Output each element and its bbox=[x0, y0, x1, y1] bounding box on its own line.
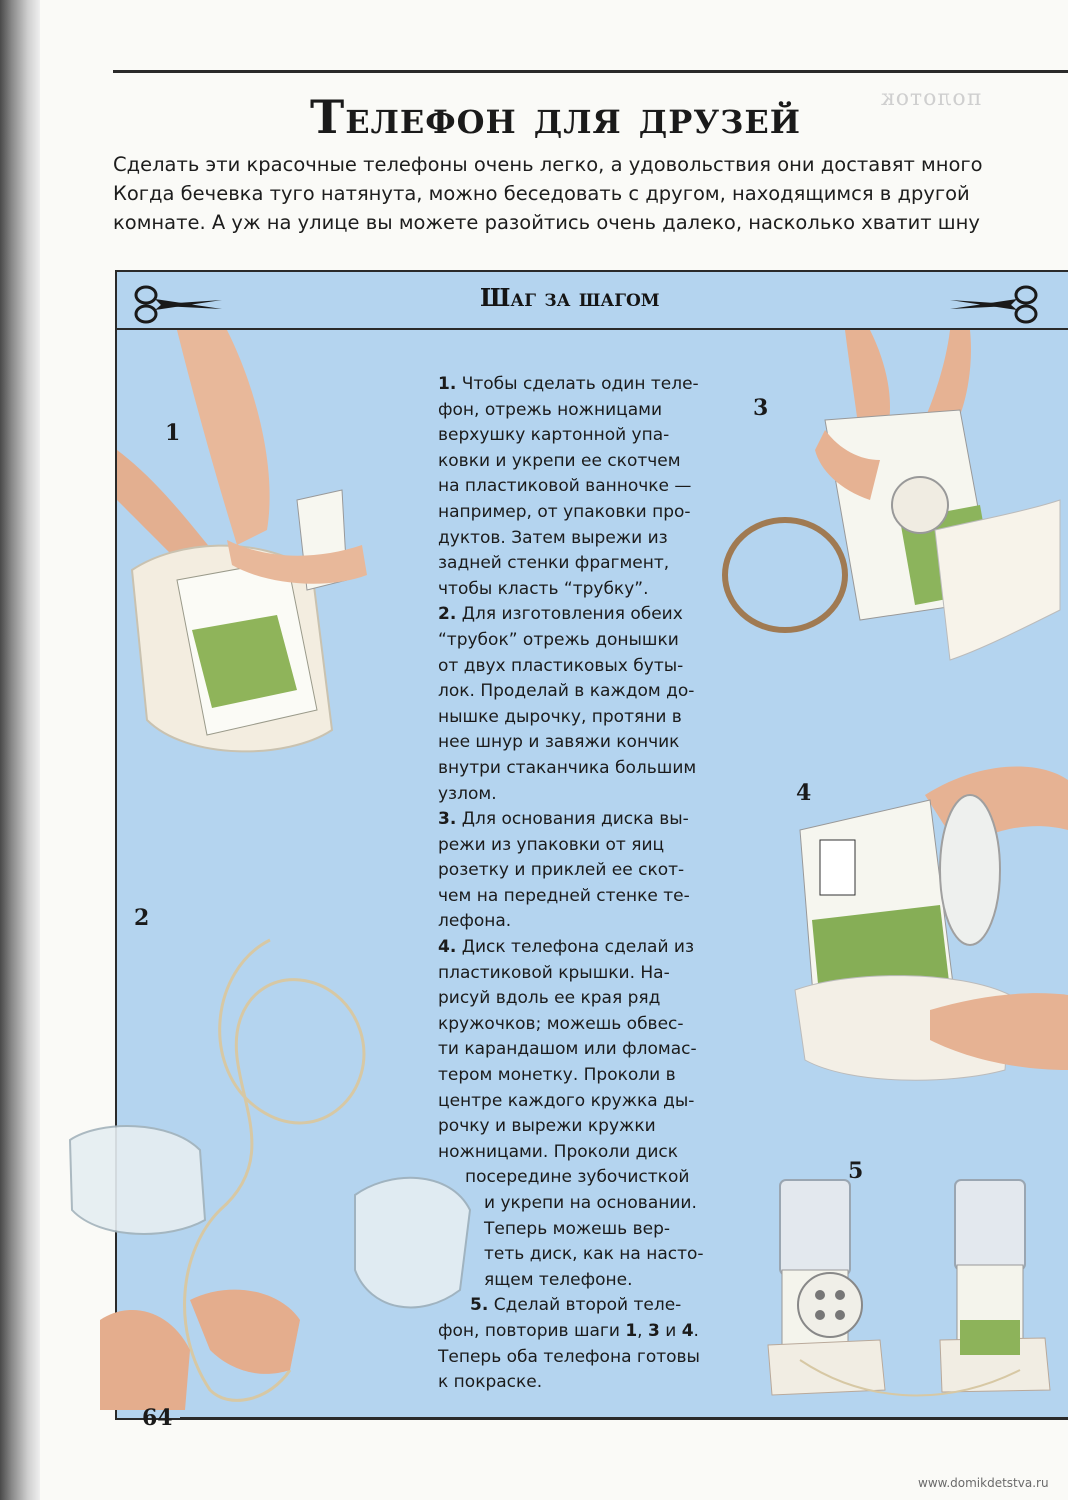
instruction-line: посередине зубочисткой bbox=[465, 1167, 690, 1188]
step-number: 5 bbox=[848, 1158, 864, 1184]
step-5-photo bbox=[760, 1170, 1068, 1410]
instruction-line: например, от упаковки про- bbox=[438, 501, 691, 522]
instruction-line: ти карандашом или фломас- bbox=[438, 1039, 697, 1060]
instruction-line: 2. Для изготовления обеих bbox=[438, 604, 683, 625]
watermark-url: www.domikdetstva.ru bbox=[918, 1476, 1049, 1490]
instruction-line: 3. Для основания диска вы- bbox=[438, 809, 689, 830]
step-number: 1 bbox=[165, 420, 181, 446]
instruction-line: 1. Чтобы сделать один теле- bbox=[438, 374, 699, 394]
instruction-line: кружочков; можешь обвес- bbox=[438, 1013, 684, 1034]
instruction-line: “трубок” отрежь донышки bbox=[438, 629, 679, 650]
intro-line: комнате. А уж на улице вы можете разойтись очень далеко, насколько хватит шну bbox=[113, 211, 980, 234]
panel-header-title: Шаг за шагом bbox=[480, 283, 660, 312]
step-marker: 1. bbox=[438, 374, 457, 394]
instruction-line: фон, отрежь ножницами bbox=[438, 399, 663, 420]
instruction-line: от двух пластиковых буты- bbox=[438, 655, 684, 676]
step-number: 3 bbox=[753, 395, 769, 421]
instruction-line: 4. Диск телефона сделай из bbox=[438, 937, 694, 958]
instruction-line: чем на передней стенке те- bbox=[438, 885, 690, 906]
page-title: Телефон для друзей bbox=[310, 90, 801, 144]
instruction-line: рочку и вырежи кружки bbox=[438, 1116, 656, 1137]
step-marker: 4. bbox=[438, 937, 457, 958]
instruction-line: лок. Проделай в каждом до- bbox=[438, 681, 695, 702]
instruction-line: центре каждого кружка ды- bbox=[438, 1090, 695, 1111]
instruction-line: Теперь можешь вер- bbox=[484, 1218, 671, 1239]
instruction-line: теть диск, как на насто- bbox=[484, 1244, 704, 1265]
bleed-through-text: полоток bbox=[880, 86, 982, 111]
instruction-line: внутри стаканчика большим bbox=[438, 757, 697, 778]
instruction-line: узлом. bbox=[438, 783, 497, 804]
step-1-photo bbox=[117, 330, 377, 790]
instruction-line: ножницами. Проколи диск bbox=[438, 1141, 679, 1162]
step-number: 2 bbox=[134, 905, 150, 931]
instruction-line: чтобы класть “трубку”. bbox=[438, 578, 649, 599]
intro-line: Когда бечевка туго натянута, можно беседовать с другом, находящимся в другой bbox=[113, 182, 970, 205]
instruction-line: розетку и приклей ее скот- bbox=[438, 860, 685, 881]
instruction-line: и укрепи на основании. bbox=[484, 1193, 697, 1213]
top-rule bbox=[113, 70, 1068, 73]
step-marker: 3. bbox=[438, 809, 457, 830]
instruction-line: ковки и укрепи ее скотчем bbox=[438, 450, 681, 471]
scissors-icon bbox=[132, 282, 224, 326]
step-4-photo bbox=[780, 740, 1068, 1100]
intro-paragraph bbox=[113, 150, 1068, 237]
instruction-line: верхушку картонной упа- bbox=[438, 425, 670, 446]
page-number: 64 bbox=[142, 1405, 173, 1431]
step-marker: 5. bbox=[470, 1295, 489, 1316]
instruction-line: фон, повторив шаги 1, 3 и 4. bbox=[438, 1320, 699, 1341]
instruction-line: лефона. bbox=[438, 911, 512, 932]
instruction-line: задней стенки фрагмент, bbox=[438, 553, 670, 574]
step-marker: 2. bbox=[438, 604, 457, 625]
instruction-line: рисуй вдоль ее края ряд bbox=[438, 988, 661, 1009]
instruction-line: нышке дырочку, протяни в bbox=[438, 706, 682, 727]
instruction-line: нее шнур и завяжи кончик bbox=[438, 732, 680, 753]
instruction-line: режи из упаковки от яиц bbox=[438, 834, 665, 855]
instruction-line: ящем телефоне. bbox=[484, 1269, 633, 1290]
instruction-line: пластиковой крышки. На- bbox=[438, 962, 670, 983]
instruction-line: к покраске. bbox=[438, 1372, 543, 1393]
step-number: 4 bbox=[796, 780, 812, 806]
book-spine bbox=[0, 0, 40, 1500]
instruction-line: тером монетку. Проколи в bbox=[438, 1065, 676, 1086]
instruction-line: на пластиковой ванночке — bbox=[438, 476, 692, 497]
step-3-photo bbox=[720, 330, 1068, 700]
scissors-icon bbox=[948, 282, 1040, 326]
instructions-text bbox=[438, 372, 704, 1396]
bottom-rule bbox=[180, 1417, 1068, 1419]
intro-line: Сделать эти красочные телефоны очень легко, а удовольствия они доставят много bbox=[113, 153, 983, 176]
instruction-line: 5. Сделай второй теле- bbox=[470, 1295, 682, 1316]
step-2-photo bbox=[60, 850, 480, 1410]
instruction-line: Теперь оба телефона готовы bbox=[438, 1346, 700, 1367]
instruction-line: дуктов. Затем вырежи из bbox=[438, 527, 668, 548]
